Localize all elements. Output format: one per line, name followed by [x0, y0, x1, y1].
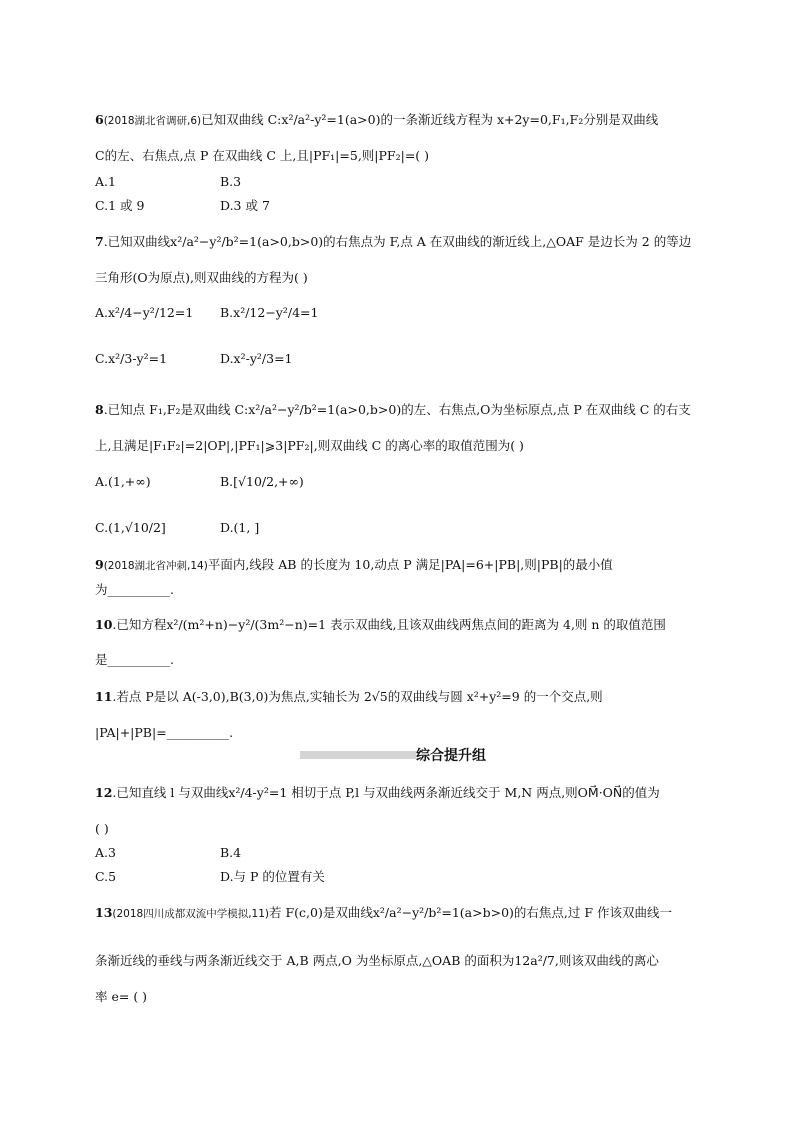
- q13-number: 13: [95, 905, 113, 920]
- q12-line-2: ( ): [95, 821, 109, 836]
- q13-line-1: [95, 903, 672, 924]
- q10-line-2: 是__________.: [95, 652, 174, 667]
- q7-option-b: B.x²/12−y²/4=1: [220, 305, 319, 320]
- q11-number: 11: [95, 689, 113, 704]
- q8-text-1: .已知点 F₁,F₂是双曲线 C:x²/a²−y²/b²=1(a>0,b>0)的左、右焦点,O为坐标原点,点 P 在双曲线 C 的右支: [103, 402, 691, 417]
- q10-line-1: [95, 615, 666, 635]
- q9-number: 9: [95, 557, 104, 572]
- q8-option-a: A.(1,+∞): [95, 474, 151, 489]
- q11-text-1: .若点 P是以 A(-3,0),B(3,0)为焦点,实轴长为 2√5的双曲线与圆 x²+y²=9 的一个交点,则: [112, 689, 603, 704]
- q7-option-c: C.x²/3-y²=1: [95, 351, 168, 366]
- q8-option-d: D.(1, ]: [220, 520, 260, 535]
- q6-option-b: B.3: [220, 174, 242, 189]
- q9-line-2: 为__________.: [95, 582, 174, 597]
- q13-line-2: 条渐近线的垂线与两条渐近线交于 A,B 两点,O 为坐标原点,△OAB 的面积为12a²/7,则该双曲线的离心: [95, 953, 659, 968]
- q7-option-a: A.x²/4−y²/12=1: [95, 305, 194, 320]
- q6-option-a: A.1: [95, 174, 116, 189]
- q7-line-2: 三角形(O为原点),则双曲线的方程为( ): [95, 270, 308, 285]
- q9-source: (2018湖北省冲刺,14): [103, 560, 208, 572]
- q8-number: 8: [95, 402, 104, 417]
- q13-source: (2018四川成都双流中学模拟,11): [112, 908, 270, 920]
- q9-text-1: 平面内,线段 AB 的长度为 10,动点 P 满足|PA|=6+|PB|,则|PB|的最小值: [207, 557, 613, 572]
- q7-line-1: [95, 232, 691, 252]
- q13-text-1: 若 F(c,0)是双曲线x²/a²−y²/b²=1(a>b>0)的右焦点,过 F 作该双曲线一: [269, 905, 672, 920]
- q11-line-2: |PA|+|PB|=__________.: [95, 725, 234, 740]
- q11-line-1: [95, 687, 603, 707]
- q6-option-c: C.1 或 9: [95, 198, 145, 213]
- q12-option-d: D.与 P 的位置有关: [220, 869, 325, 884]
- q7-option-d: D.x²-y²/3=1: [220, 351, 293, 366]
- q12-line-1: [95, 783, 660, 803]
- q6-line-2: C的左、右焦点,点 P 在双曲线 C 上,且|PF₁|=5,则|PF₂|=( ): [95, 148, 430, 163]
- q12-option-c: C.5: [95, 869, 117, 884]
- q8-line-1: [95, 400, 691, 420]
- section-heading-title: 综合提升组: [416, 748, 486, 764]
- q8-line-2: 上,且满足|F₁F₂|=2|OP|,|PF₁|⩾3|PF₂|,则双曲线 C 的离心率的取值范围为( ): [95, 438, 524, 453]
- q12-option-a: A.3: [95, 845, 116, 860]
- q12-text-1: .已知直线 l 与双曲线x²/4-y²=1 相切于点 P,l 与双曲线两条渐近线交于 M,N 两点,则OM⃗·ON⃗的值为: [112, 785, 660, 800]
- q10-number: 10: [95, 617, 113, 632]
- q6-line-1: [95, 110, 658, 131]
- q10-text-1: .已知方程x²/(m²+n)−y²/(3m²−n)=1 表示双曲线,且该双曲线两焦点间的距离为 4,则 n 的取值范围: [112, 617, 666, 632]
- q6-source: (2018湖北省调研,6): [103, 115, 202, 127]
- q8-option-b: B.[√10/2,+∞): [220, 474, 304, 489]
- q12-number: 12: [95, 785, 113, 800]
- section-heading-bar: [300, 751, 416, 759]
- q6-option-d: D.3 或 7: [220, 198, 270, 213]
- q7-text-1: .已知双曲线x²/a²−y²/b²=1(a>0,b>0)的右焦点为 F,点 A 在双曲线的渐近线上,△OAF 是边长为 2 的等边: [103, 234, 692, 249]
- q6-text-1: 已知双曲线 C:x²/a²-y²=1(a>0)的一条渐近线方程为 x+2y=0,F₁,F₂分别是双曲线: [201, 112, 659, 127]
- q12-option-b: B.4: [220, 845, 242, 860]
- q7-number: 7: [95, 234, 104, 249]
- q13-line-3: 率 e= ( ): [95, 989, 148, 1004]
- q8-option-c: C.(1,√10/2]: [95, 520, 166, 535]
- q9-line-1: [95, 555, 613, 576]
- q6-number: 6: [95, 112, 104, 127]
